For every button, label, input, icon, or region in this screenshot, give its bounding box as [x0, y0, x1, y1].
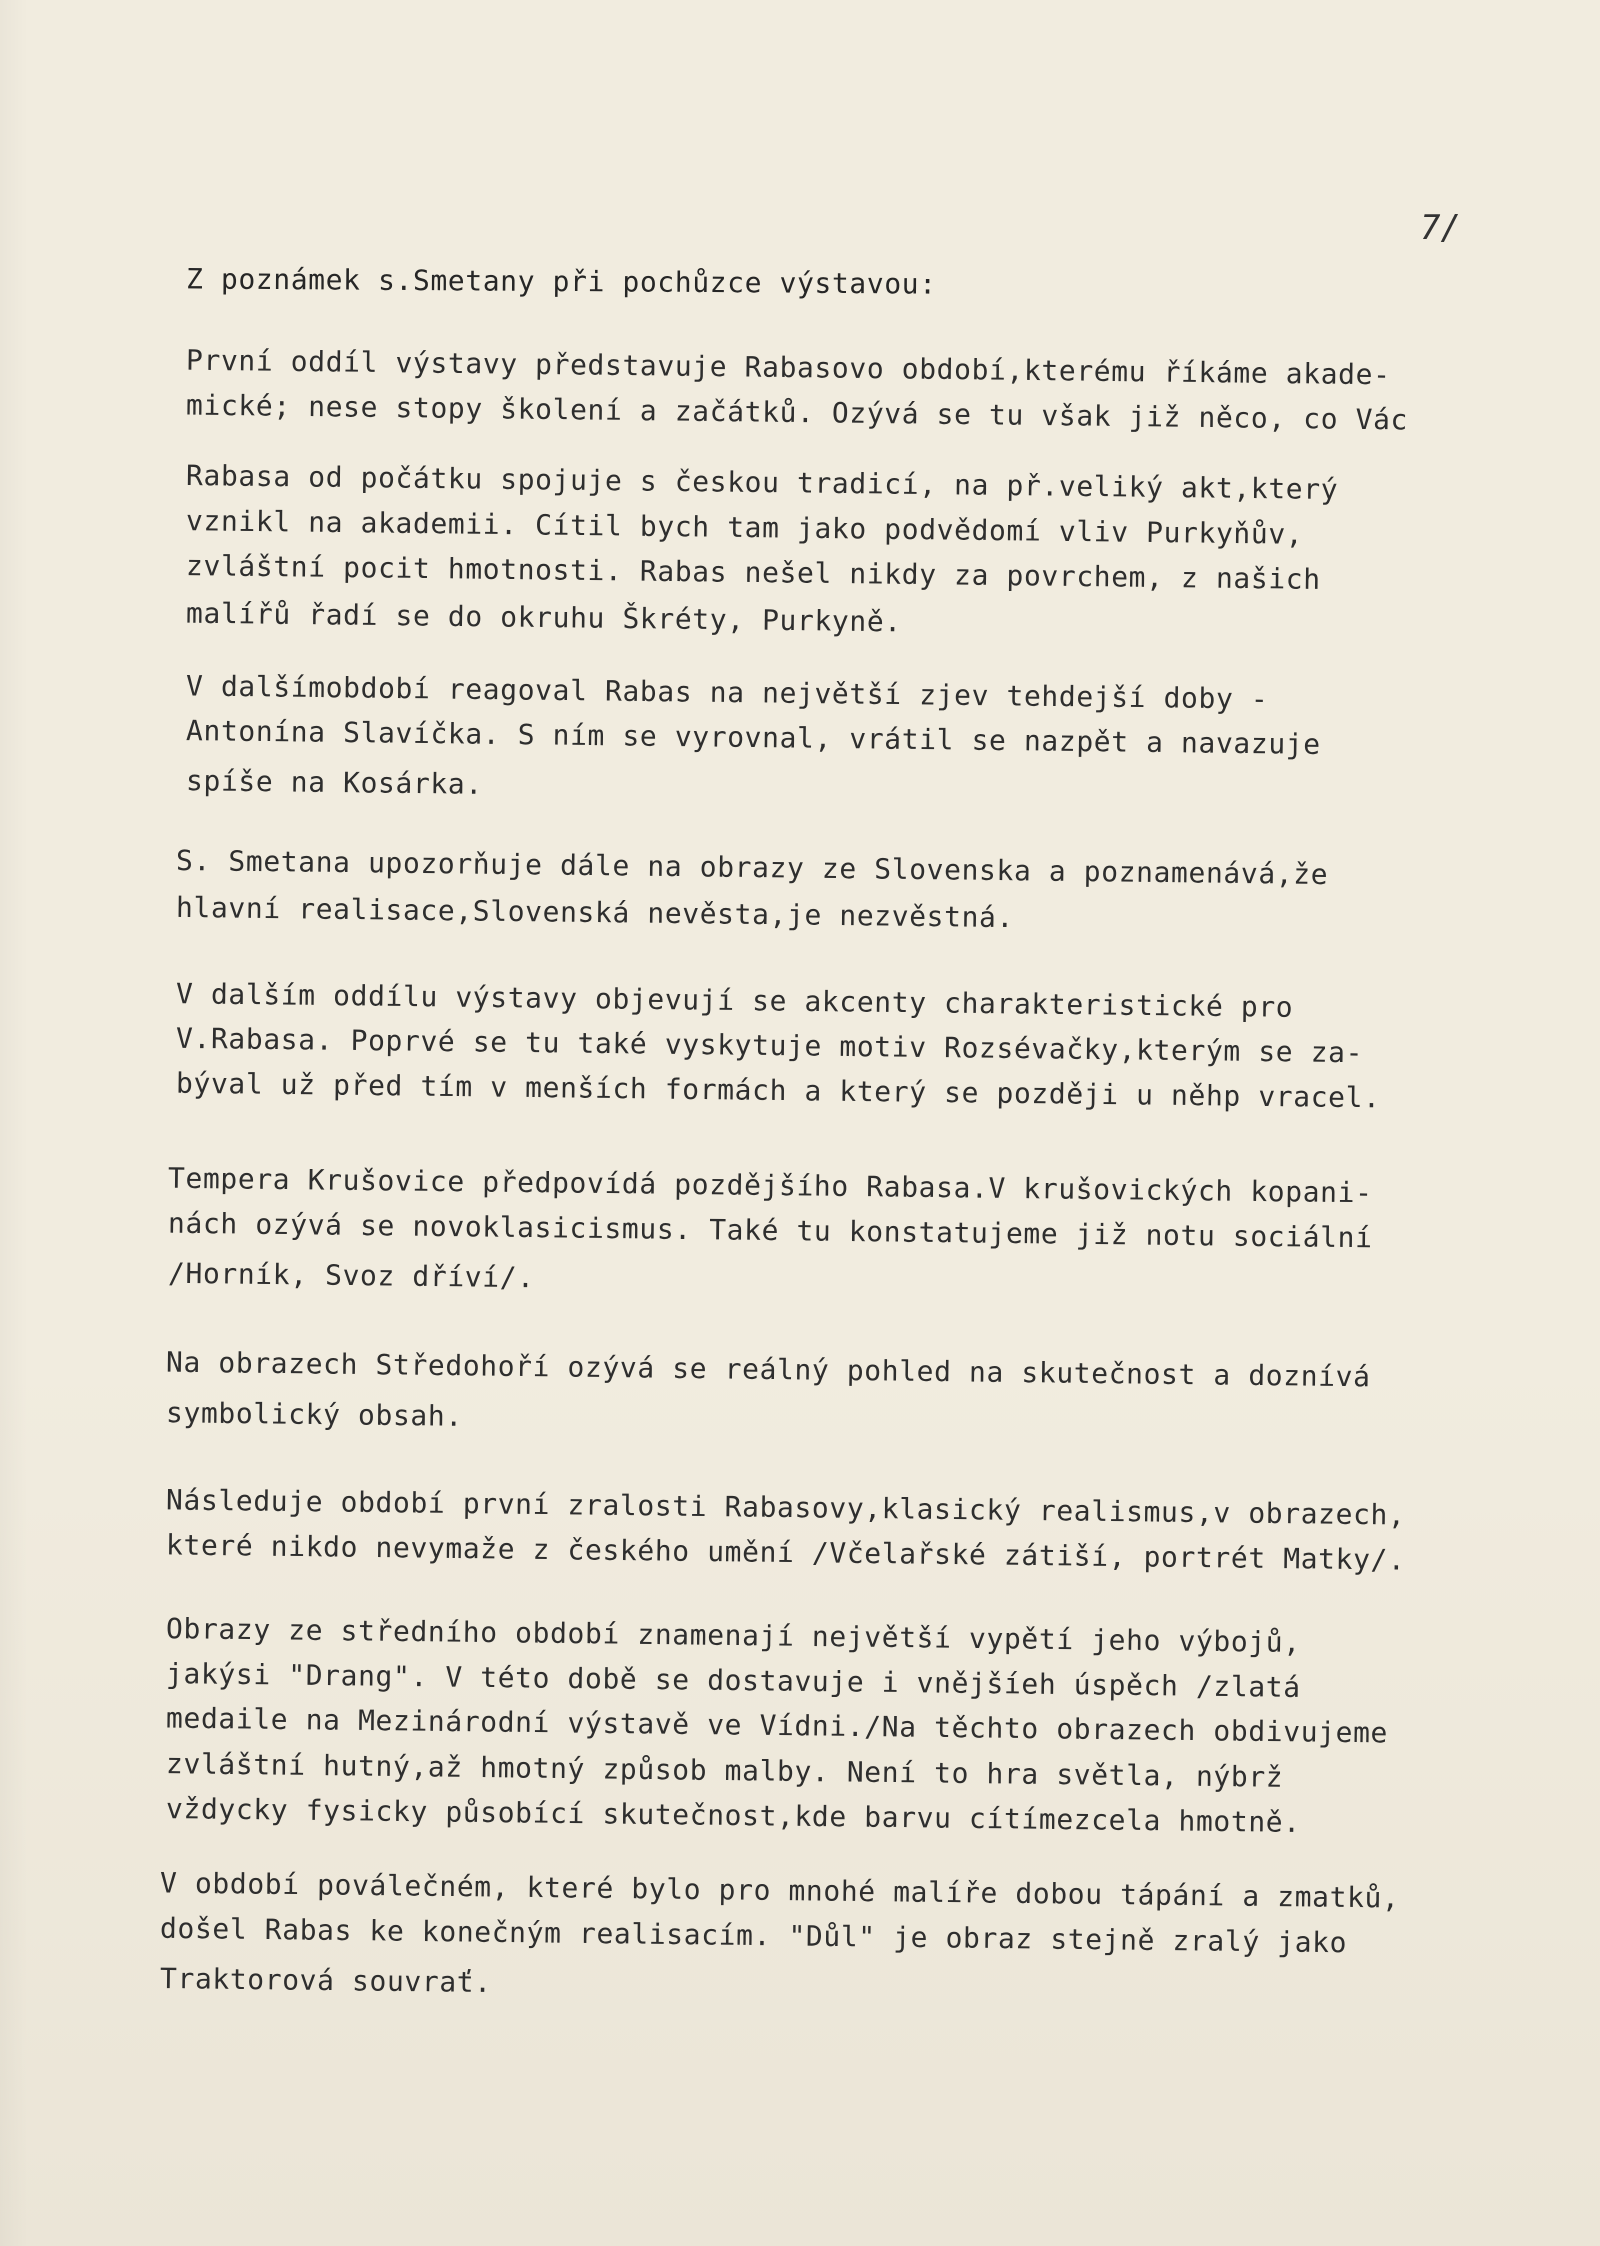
paragraph-5-line-1: V dalším oddílu výstavy objevují se akcenty charakteristické pro — [175, 977, 1294, 1024]
paragraph-9-line-2: jakýsi "Drang". V této době se dostavuje i vnějšíeh úspěch /zlatá — [165, 1657, 1301, 1704]
paragraph-6-line-3: /Horník, Svoz dříví/. — [167, 1256, 535, 1295]
paragraph-9-line-3: medaile na Mezinárodní výstavě ve Vídni./Na těchto obrazech obdivujeme — [165, 1701, 1389, 1750]
paragraph-5-line-2: V.Rabasa. Poprvé se tu také vyskytuje motiv Rozsévačky,kterým se za- — [175, 1021, 1364, 1070]
paragraph-6-line-1: Tempera Krušovice předpovídá pozdějšího Rabasa.V krušovických kopani- — [167, 1161, 1373, 1210]
paragraph-3-line-2: Antonína Slavíčka. S ním se vyrovnal, vrátil se nazpět a navazuje — [185, 714, 1321, 761]
paragraph-2-line-3: zvláštní pocit hmotnosti. Rabas nešel nikdy za povrchem, z našich — [185, 549, 1321, 596]
paragraph-2-line-1: Rabasa od počátku spojuje s českou tradicí, na př.veliký akt,který — [185, 458, 1339, 507]
paragraph-5-line-3: býval už před tím v menších formách a který se později u něhp vracel. — [175, 1066, 1381, 1115]
paragraph-10-line-3: Traktorová souvrať. — [159, 1961, 492, 2000]
paragraph-2-line-2: vznikl na akademii. Cítil bych tam jako podvědomí vliv Purkyňův, — [185, 504, 1304, 551]
paragraph-2-line-4: malířů řadí se do okruhu Škréty, Purkyně. — [185, 596, 902, 639]
paragraph-7-line-1: Na obrazech Středohoří ozývá se reálný pohled na skutečnost a doznívá — [165, 1345, 1371, 1394]
paragraph-9-line-1: Obrazy ze středního období znamenají největší vypětí jeho výbojů, — [165, 1612, 1301, 1659]
paragraph-10-line-2: došel Rabas ke konečným realisacím. "Důl" je obraz stejně zralý jako — [159, 1911, 1348, 1960]
paragraph-4-line-2: hlavní realisace,Slovenská nevěsta,je nezvěstná. — [175, 890, 1015, 935]
heading: Z poznámek s.Smetany při pochůzce výstavou: — [185, 262, 937, 301]
paragraph-8-line-1: Následuje období první zralosti Rabasovy,klasický realismus,v obrazech, — [165, 1483, 1406, 1532]
paragraph-7-line-2: symbolický obsah. — [165, 1396, 463, 1433]
paragraph-1-line-2: mické; nese stopy školení a začátků. Ozývá se tu však již něco, co Vác — [185, 388, 1409, 437]
paragraph-4-line-1: S. Smetana upozorňuje dále na obrazy ze Slovenska a poznamenává,že — [175, 843, 1329, 892]
paragraph-10-line-1: V období poválečném, které bylo pro mnohé malíře dobou tápání a zmatků, — [159, 1866, 1400, 1915]
paragraph-9-line-4: zvláštní hutný,až hmotný způsob malby. Není to hra světla, nýbrž — [165, 1747, 1284, 1794]
paragraph-9-line-5: vždycky fysicky působící skutečnost,kde barvu cítímezcela hmotně. — [165, 1792, 1301, 1839]
paragraph-1-line-1: První oddíl výstavy představuje Rabasovo období,kterému říkáme akade- — [185, 343, 1391, 392]
paragraph-6-line-2: nách ozývá se novoklasicismus. Také tu konstatujeme již notu sociální — [167, 1206, 1373, 1255]
paragraph-3-line-3: spíše na Kosárka. — [185, 764, 483, 801]
paragraph-3-line-1: V dalšímobdobí reagoval Rabas na největší zjev tehdejší doby - — [185, 669, 1269, 716]
paragraph-8-line-2: které nikdo nevymaže z českého umění /Včelařské zátiší, portrét Matky/. — [165, 1528, 1406, 1577]
page-number: 7/ — [1420, 208, 1461, 248]
